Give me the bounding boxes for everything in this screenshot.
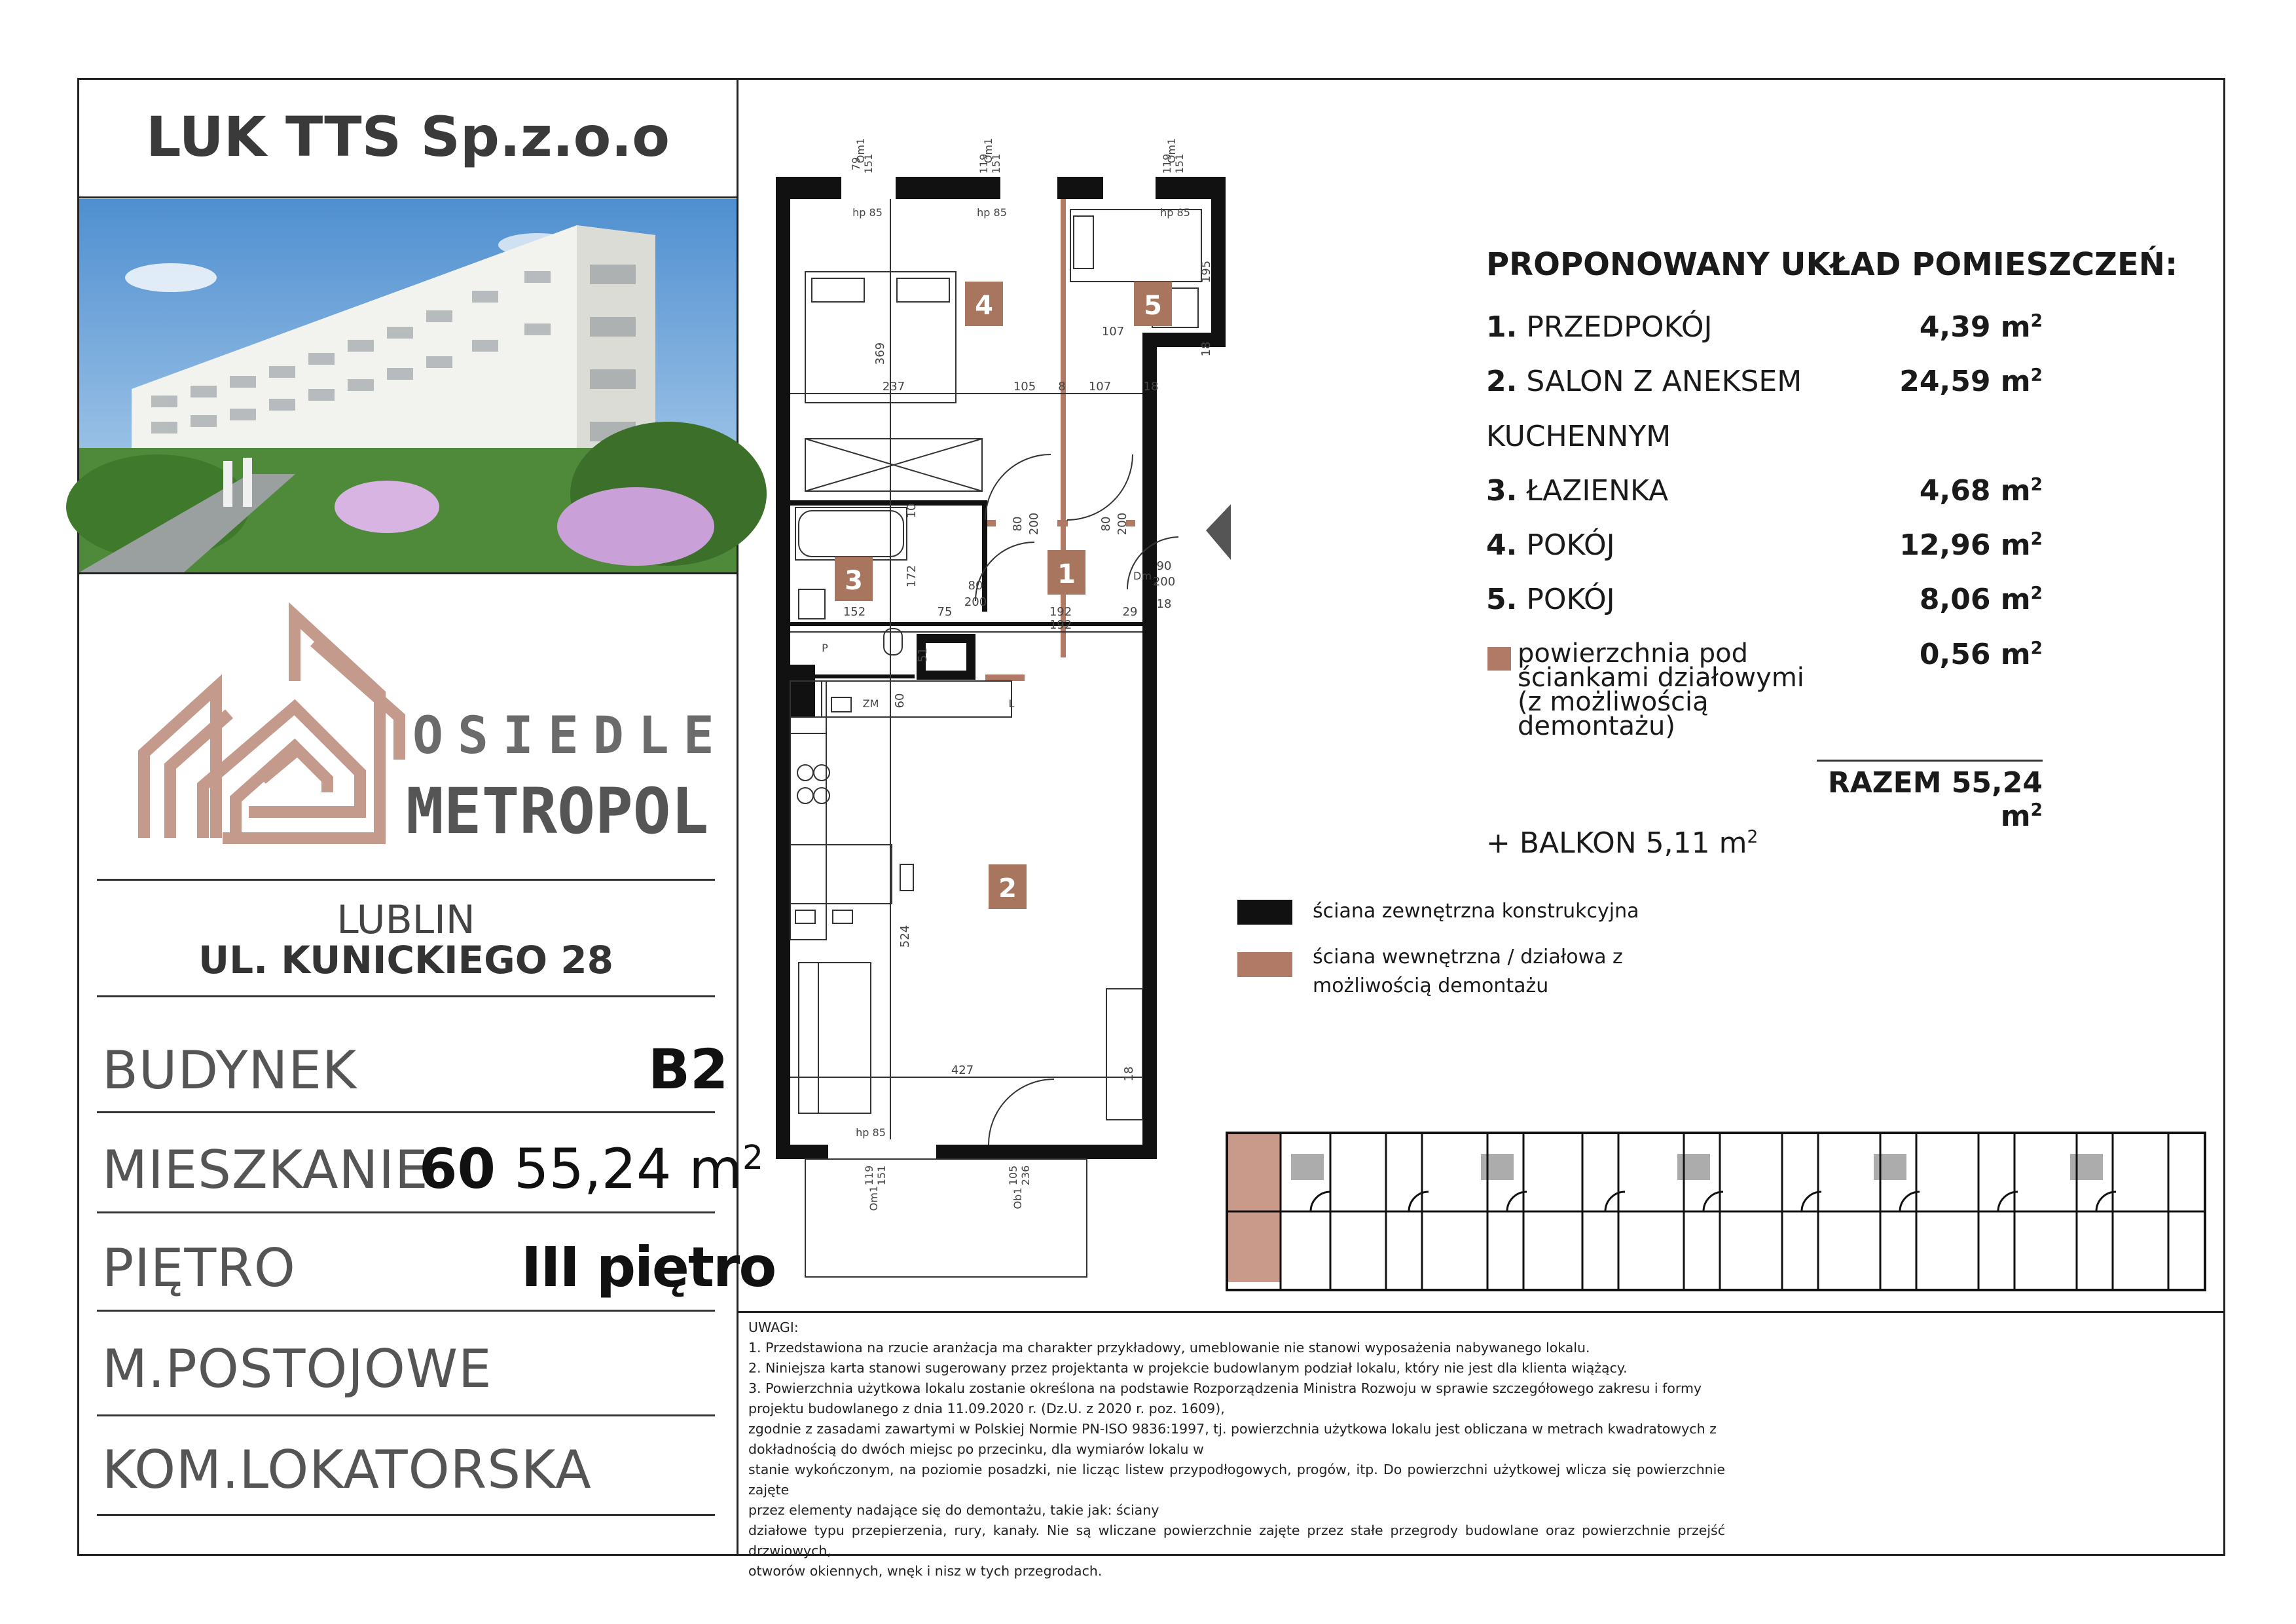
svg-text:75: 75 xyxy=(937,605,953,619)
svg-text:200: 200 xyxy=(1152,575,1176,589)
svg-text:107: 107 xyxy=(1088,380,1112,394)
svg-text:hp 85: hp 85 xyxy=(977,206,1007,219)
room-tag-1: 1 xyxy=(1057,559,1076,589)
apartment-label: MIESZKANIE xyxy=(102,1139,429,1200)
svg-text:151: 151 xyxy=(875,1165,888,1186)
svg-text:151: 151 xyxy=(1173,153,1186,174)
panel-divider xyxy=(737,78,738,1556)
svg-text:hp 85: hp 85 xyxy=(1160,206,1190,219)
room-2-area: 24,59 $m^2$ xyxy=(1899,365,2043,398)
svg-text:236: 236 xyxy=(1019,1165,1032,1186)
svg-text:Om1: Om1 xyxy=(1165,138,1178,164)
partition-swatch xyxy=(1487,647,1511,671)
svg-text:Om1: Om1 xyxy=(854,138,867,164)
room-1-area: 4,39 $m^2$ xyxy=(1919,310,2043,344)
room-2-label: 2. SALON Z ANEKSEM xyxy=(1486,365,1802,398)
svg-text:200: 200 xyxy=(964,595,987,609)
svg-text:Dm: Dm xyxy=(1133,570,1152,582)
rule-7 xyxy=(97,1514,715,1516)
svg-text:105: 105 xyxy=(1013,380,1036,394)
building-photo xyxy=(79,199,737,572)
logo-line1: OSIEDLE xyxy=(412,707,729,766)
svg-text:Om1: Om1 xyxy=(982,138,994,164)
osiedle-metropol-logo xyxy=(131,602,729,851)
svg-text:369: 369 xyxy=(873,342,887,365)
floor-plan xyxy=(759,124,1336,1290)
room-tag-5: 5 xyxy=(1144,291,1162,321)
svg-text:107: 107 xyxy=(1101,325,1125,339)
svg-text:18: 18 xyxy=(1122,1066,1136,1082)
svg-text:192: 192 xyxy=(1049,605,1072,619)
svg-text:10: 10 xyxy=(905,503,919,519)
svg-text:105: 105 xyxy=(1007,1165,1019,1186)
svg-text:151: 151 xyxy=(862,153,875,174)
rule-1 xyxy=(97,879,715,881)
svg-text:hp 85: hp 85 xyxy=(852,206,883,219)
floor-label: PIĘTRO xyxy=(102,1238,296,1299)
total-area: RAZEM 55,24 $m^2$ xyxy=(1827,766,2043,833)
svg-text:60: 60 xyxy=(893,693,907,709)
svg-text:18: 18 xyxy=(1143,380,1159,394)
svg-text:237: 237 xyxy=(882,380,905,394)
svg-text:172: 172 xyxy=(905,564,919,588)
logo-line2: METROPOL xyxy=(406,775,709,848)
svg-text:Om1: Om1 xyxy=(867,1185,880,1211)
svg-text:29: 29 xyxy=(1122,605,1138,619)
apartment-highlight xyxy=(1228,1134,1281,1282)
room-tag-3: 3 xyxy=(845,566,863,596)
svg-text:80: 80 xyxy=(1099,516,1113,532)
room-4-label: 4. POKÓJ xyxy=(1486,528,1615,562)
svg-text:80: 80 xyxy=(1011,516,1025,532)
svg-text:427: 427 xyxy=(951,1063,974,1077)
external-wall-swatch xyxy=(1237,900,1292,925)
city: LUBLIN xyxy=(337,897,475,943)
partition-area: 0,56 $m^2$ xyxy=(1919,638,2043,671)
rule-2 xyxy=(97,995,715,997)
svg-text:ZM: ZM xyxy=(862,697,879,710)
svg-text:119: 119 xyxy=(863,1165,875,1186)
room-5-label: 5. POKÓJ xyxy=(1486,583,1615,616)
svg-text:200: 200 xyxy=(1027,512,1041,536)
svg-text:L: L xyxy=(1008,697,1015,710)
svg-text:195: 195 xyxy=(1199,260,1213,284)
storage-label: KOM.LOKATORSKA xyxy=(102,1439,592,1500)
rooms-title: PROPONOWANY UKŁAD POMIESZCZEŃ: xyxy=(1486,246,2178,283)
rule-3 xyxy=(97,1111,715,1113)
svg-text:90: 90 xyxy=(1156,559,1172,573)
header-rule xyxy=(79,196,737,198)
room-1-label: 1. PRZEDPOKÓJ xyxy=(1486,310,1713,344)
svg-text:200: 200 xyxy=(1116,512,1129,536)
partition-note: powierzchnia pod ściankami działowymi (z możliwością demontażu) xyxy=(1518,638,1804,741)
svg-text:P: P xyxy=(822,642,828,654)
svg-text:119: 119 xyxy=(977,153,990,174)
rule-4 xyxy=(97,1211,715,1213)
street: UL. KUNICKIEGO 28 xyxy=(198,938,613,982)
svg-text:151: 151 xyxy=(990,153,1002,174)
internal-wall-label: ściana wewnętrzna / działowa z możliwością demontażu xyxy=(1313,946,1623,997)
company-name: LUK TTS Sp.z.o.o xyxy=(145,105,670,169)
rule-5 xyxy=(97,1310,715,1312)
total-rule xyxy=(1817,760,2043,762)
internal-wall-swatch xyxy=(1237,952,1292,977)
building-key-plan xyxy=(1226,1128,2208,1301)
apartment-area: 55,24 $m^2$ xyxy=(514,1137,764,1201)
svg-text:524: 524 xyxy=(898,925,912,948)
apartment-number: 60 xyxy=(419,1137,496,1201)
room-5-area: 8,06 $m^2$ xyxy=(1919,583,2043,616)
svg-text:79: 79 xyxy=(850,157,862,171)
room-tag-4: 4 xyxy=(975,291,993,321)
external-wall-label: ściana zewnętrzna konstrukcyjna xyxy=(1313,900,1639,923)
balcony-area: + BALKON 5,11 $m^2$ xyxy=(1486,826,1758,860)
notes: UWAGI: 1. Przedstawiona na rzucie aranżacja ma charakter przykładowy, umeblowanie nie stanowi wyposażenia nabywanego lokalu. 2. Niniejsza karta stanowi sugerowany przez projektanta w projekcie budowlanym podział lokalu, który nie jest dla klienta wiążący. 3. Powierzchnia użytkowa lokalu zostanie określona na podstawie Rozporządzenia Ministra Rozwoju w sprawie szczegółowego zakresu i formy projektu budowlanego z dnia 11.09.2020 r. (Dz.U. z 2020 r. poz. 1609), zgodnie z zasadami zawartymi w Polskiej Normie PN-ISO 9836:1997, tj. powierzchnia użytkowa lokalu jest obliczana w metrach kwadratowych z dokładnością do dwóch miejsc po przecinku, dla wymiarów lokalu w stanie wykończonym, na poziomie posadzki, nie licząc listew przypodłogowych, progów, itp. Do powierzchni użytkowej wlicza się powierzchnie zajęte przez elementy nadające się do demontażu, takie jak: ściany działowe typu przepierzenia, rury, kanały. Nie są wliczane powierzchnie zajęte przez stałe przegrody budowlane oraz powierzchnie przejść drzwiowych, otworów okiennych, wnęk i nisz w tych przegrodach. xyxy=(748,1320,1725,1579)
notes-rule xyxy=(737,1311,2225,1313)
room-tag-2: 2 xyxy=(998,874,1017,904)
building-value: B2 xyxy=(648,1037,729,1101)
room-3-label: 3. ŁAZIENKA xyxy=(1486,474,1669,507)
svg-text:51: 51 xyxy=(916,647,930,663)
room-3-area: 4,68 $m^2$ xyxy=(1919,474,2043,507)
svg-text:152: 152 xyxy=(843,605,866,619)
floor-value: III piętro xyxy=(521,1235,776,1299)
photo-rule xyxy=(79,572,737,574)
room-2-label-cont: KUCHENNYM xyxy=(1486,420,1671,453)
svg-text:18: 18 xyxy=(1199,341,1213,357)
svg-text:80: 80 xyxy=(968,579,983,593)
svg-text:hp 85: hp 85 xyxy=(856,1126,886,1139)
svg-text:Ob1: Ob1 xyxy=(1011,1187,1024,1209)
svg-text:18: 18 xyxy=(1156,597,1172,611)
building-label: BUDYNEK xyxy=(102,1040,357,1101)
svg-text:8: 8 xyxy=(1058,380,1066,394)
svg-text:192: 192 xyxy=(1049,618,1072,632)
svg-text:119: 119 xyxy=(1161,153,1173,174)
parking-label: M.POSTOJOWE xyxy=(102,1338,492,1399)
rule-6 xyxy=(97,1414,715,1416)
room-4-area: 12,96 $m^2$ xyxy=(1899,528,2043,562)
